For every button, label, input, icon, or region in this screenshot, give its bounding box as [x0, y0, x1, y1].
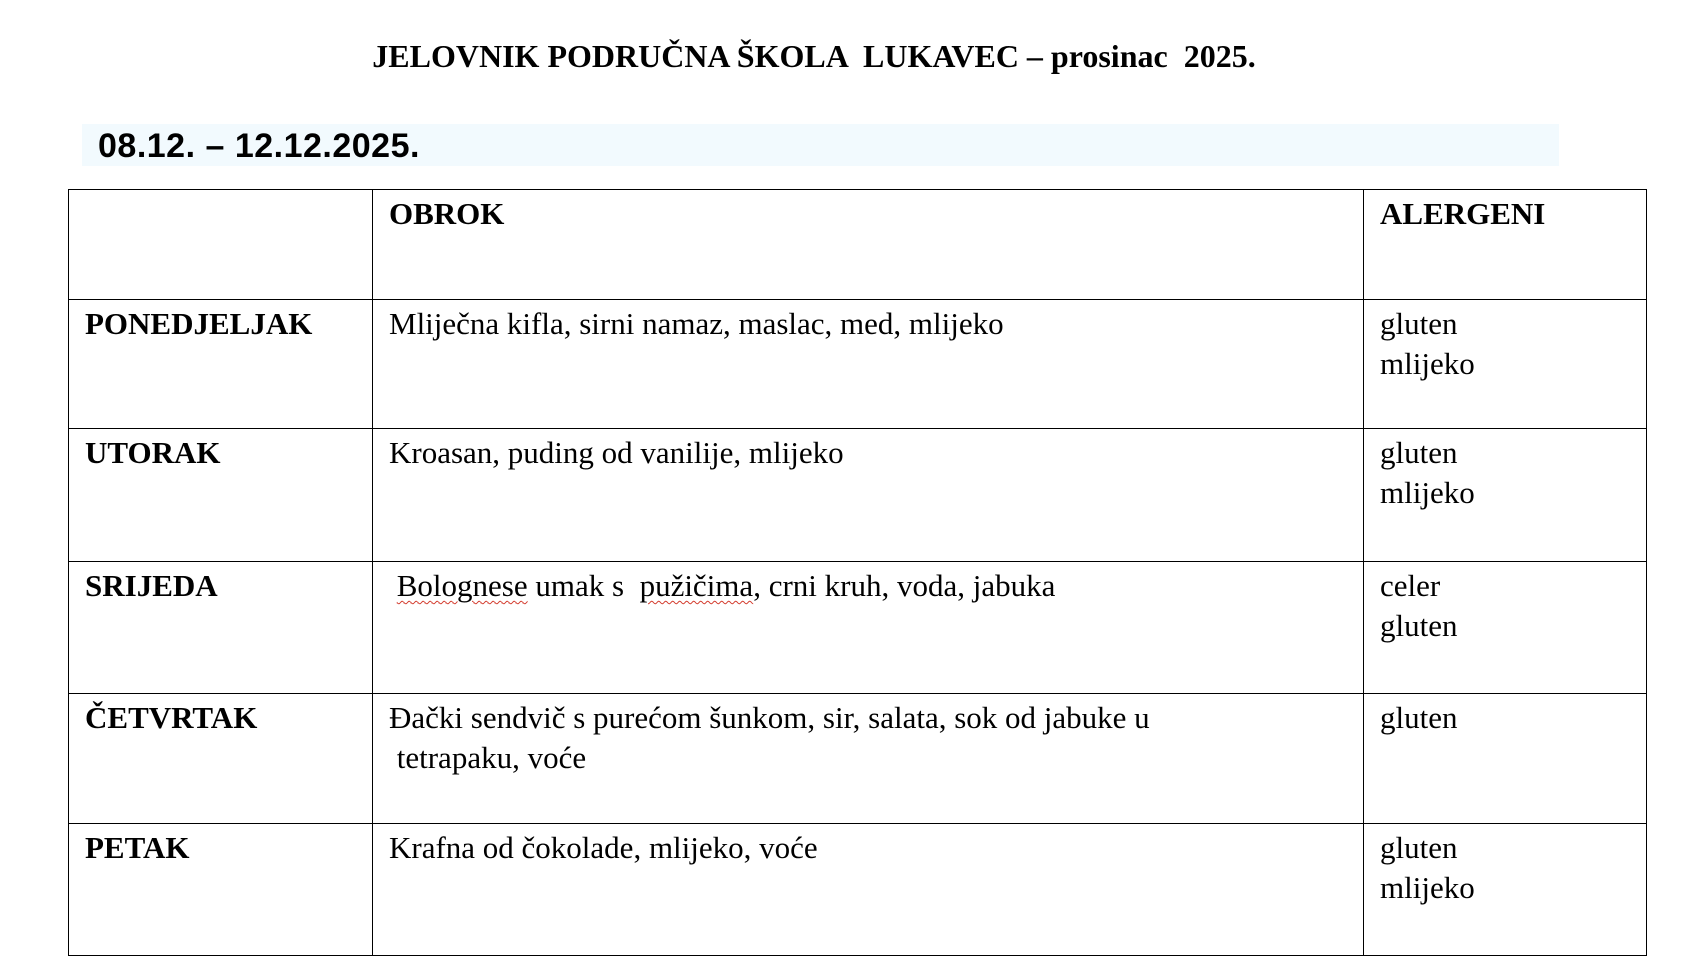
allergen-item: celer: [1380, 568, 1441, 603]
meal-text-segment: umak s: [527, 568, 640, 603]
meal-text-segment: [389, 568, 397, 603]
table-row: [69, 562, 1647, 694]
spellcheck-word: Bolognese: [396, 568, 528, 603]
day-cell: PETAK: [69, 824, 373, 956]
header-day: [69, 190, 373, 300]
allergen-item: mlijeko: [1380, 346, 1475, 381]
allergen-item: mlijeko: [1380, 870, 1475, 905]
allergens-cell: [1364, 300, 1647, 429]
meal-cell: [373, 694, 1364, 824]
day-cell: UTORAK: [69, 429, 373, 562]
meal-line: Đački sendvič s purećom šunkom, sir, salata, sok od jabuke u: [389, 700, 1150, 735]
meal-line: Krafna od čokolade, mlijeko, voće: [389, 830, 818, 865]
table-row: [69, 694, 1647, 824]
table-row: [69, 300, 1647, 429]
table-row: [69, 824, 1647, 956]
meal-line: Kroasan, puding od vanilije, mlijeko: [389, 435, 844, 470]
allergen-item: gluten: [1380, 435, 1458, 470]
day-cell: PONEDJELJAK: [69, 300, 373, 429]
meal-cell: [373, 562, 1364, 694]
allergen-item: mlijeko: [1380, 475, 1475, 510]
meal-cell: [373, 824, 1364, 956]
allergen-item: gluten: [1380, 830, 1458, 865]
spellcheck-word: pužičima: [639, 568, 754, 603]
allergen-item: gluten: [1380, 700, 1458, 735]
meal-cell: [373, 300, 1364, 429]
page-title: JELOVNIK PODRUČNA ŠKOLA LUKAVEC – prosinac 2025.: [372, 38, 1256, 74]
day-cell: SRIJEDA: [69, 562, 373, 694]
date-range: 08.12. – 12.12.2025.: [98, 127, 420, 165]
menu-table: [68, 189, 1647, 956]
table-row: [69, 429, 1647, 562]
meal-line: [389, 566, 1363, 606]
day-cell: ČETVRTAK: [69, 694, 373, 824]
date-range-banner: [82, 124, 1559, 166]
meal-text-segment: , crni kruh, voda, jabuka: [753, 568, 1056, 603]
allergens-cell: [1364, 824, 1647, 956]
allergens-cell: [1364, 694, 1647, 824]
table-header-row: [69, 190, 1647, 300]
allergen-item: gluten: [1380, 306, 1458, 341]
allergens-cell: [1364, 562, 1647, 694]
allergens-cell: [1364, 429, 1647, 562]
meal-line: Mliječna kifla, sirni namaz, maslac, med, mlijeko: [389, 306, 1004, 341]
allergen-item: gluten: [1380, 608, 1458, 643]
header-allergens: ALERGENI: [1364, 190, 1647, 300]
header-meal: OBROK: [373, 190, 1364, 300]
meal-line: tetrapaku, voće: [389, 740, 587, 775]
meal-cell: [373, 429, 1364, 562]
